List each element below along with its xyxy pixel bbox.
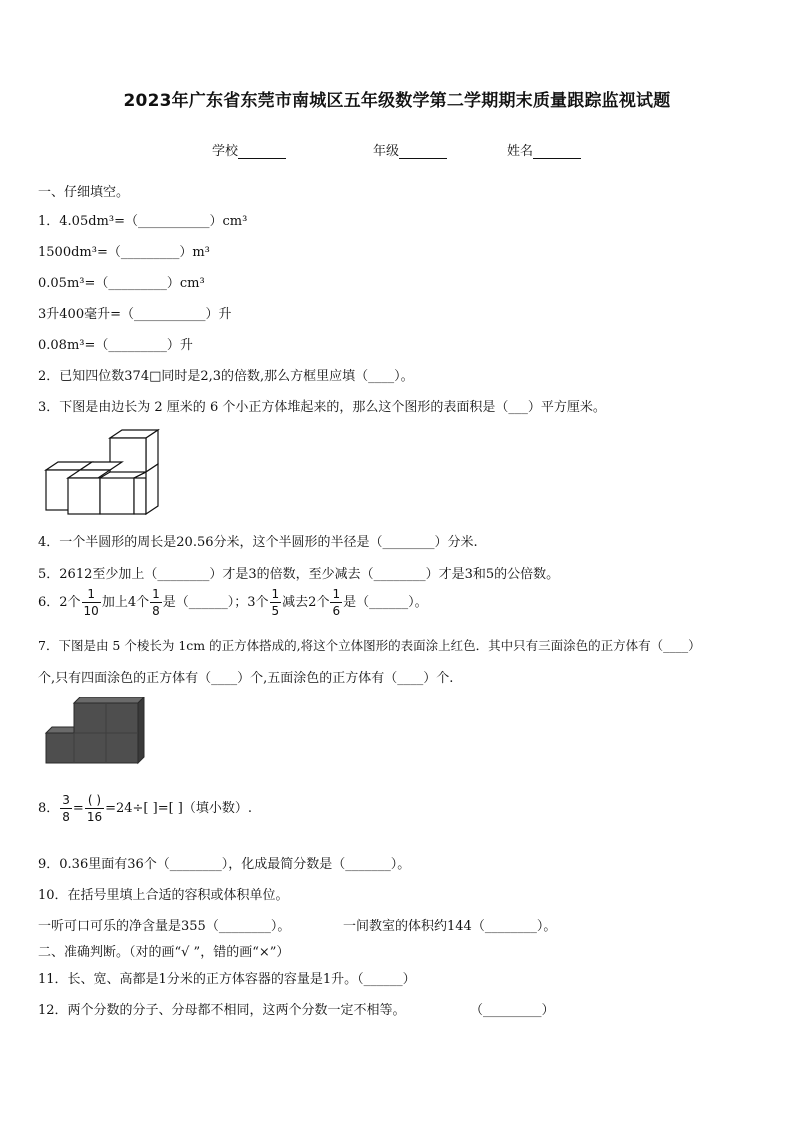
school-blank [238, 144, 286, 159]
question-1e: 0.08m³=（_________）升 [38, 338, 193, 353]
name-blank [533, 144, 581, 159]
question-2: 2．已知四位数374□同时是2,3的倍数,那么方框里应填（____）。 [38, 369, 414, 384]
question-12: 12．两个分数的分子、分母都不相同，这两个分数一定不相等。 [38, 1003, 406, 1018]
question-6 [38, 588, 428, 617]
question-8 [38, 794, 252, 823]
question-1d: 3升400毫升=（___________）升 [38, 307, 232, 322]
q8-fraction-1: $\frac{3}{8}$ [62, 793, 70, 824]
school-field [212, 140, 286, 159]
question-10: 10．在括号里填上合适的容积或体积单位。 [38, 888, 289, 903]
q8-number: 8． [38, 801, 60, 816]
section-2-heading: 二、准确判断。（对的画“√ ”，错的画“×”） [38, 945, 290, 960]
grade-field [373, 140, 447, 159]
shaded-block-figure [44, 697, 146, 769]
question-11: 11．长、宽、高都是1分米的正方体容器的容量是1升。（______） [38, 972, 416, 987]
question-10b: 一间教室的体积约144（________）。 [343, 919, 557, 934]
q6-fraction-2: $\frac{1}{8}$ [152, 587, 160, 618]
q8-fraction-2: $\frac{( )}{16}$ [86, 793, 103, 824]
question-9: 9．0.36里面有36个（________），化成最简分数是（_______）。 [38, 857, 411, 872]
q6-text-1: 6．2个 [38, 595, 81, 610]
name-field [507, 140, 581, 159]
q6-fraction-4: $\frac{1}{6}$ [332, 587, 341, 618]
question-3: 3．下图是由边长为 2 厘米的 6 个小正方体堆起来的，那么这个图形的表面积是（___）平方厘米。 [38, 400, 606, 415]
cube-stack-figure [40, 426, 162, 518]
student-info-row [0, 140, 794, 160]
q6-text-5: 是（______）。 [343, 595, 428, 610]
q6-text-4: 减去2个 [282, 595, 330, 610]
question-1a: 1．4.05dm³=（___________）cm³ [38, 214, 248, 229]
q6-fraction-3: $\frac{1}{5}$ [271, 587, 280, 618]
question-7-line-1: 7．下图是由 5 个棱长为 1cm 的正方体搭成的,将这个立体图形的表面涂上红色．其中只有三面涂色的正方体有（____） [38, 638, 701, 653]
question-4: 4．一个半圆形的周长是20.56分米，这个半圆形的半径是（________）分米. [38, 535, 478, 550]
grade-label: 年级 [373, 144, 400, 159]
q6-fraction-1: $\frac{1}{10}$ [83, 587, 99, 618]
school-label: 学校 [212, 144, 239, 159]
section-1-heading: 一、仔细填空。 [38, 185, 130, 200]
q8-rest: =24÷[ ]=[ ]（填小数）. [105, 801, 253, 816]
page-title: 2023年广东省东莞市南城区五年级数学第二学期期末质量跟踪监视试题 [123, 91, 671, 111]
question-7-line-2: 个,只有四面涂色的正方体有（____）个,五面涂色的正方体有（____）个. [38, 671, 454, 686]
q6-text-2: 加上4个 [101, 595, 150, 610]
q8-equals: = [72, 801, 84, 816]
question-12-blank: （_________） [470, 1003, 555, 1018]
question-1c: 0.05m³=（_________）cm³ [38, 276, 205, 291]
question-10a: 一听可口可乐的净含量是355（________）。 [38, 919, 291, 934]
question-1b: 1500dm³=（_________）m³ [38, 245, 210, 260]
q6-text-3: 是（______）；3个 [162, 595, 269, 610]
name-label: 姓名 [507, 144, 534, 159]
question-5: 5．2612至少加上（________）才是3的倍数，至少减去（________）才是3和5的公倍数。 [38, 567, 560, 582]
grade-blank [399, 144, 447, 159]
